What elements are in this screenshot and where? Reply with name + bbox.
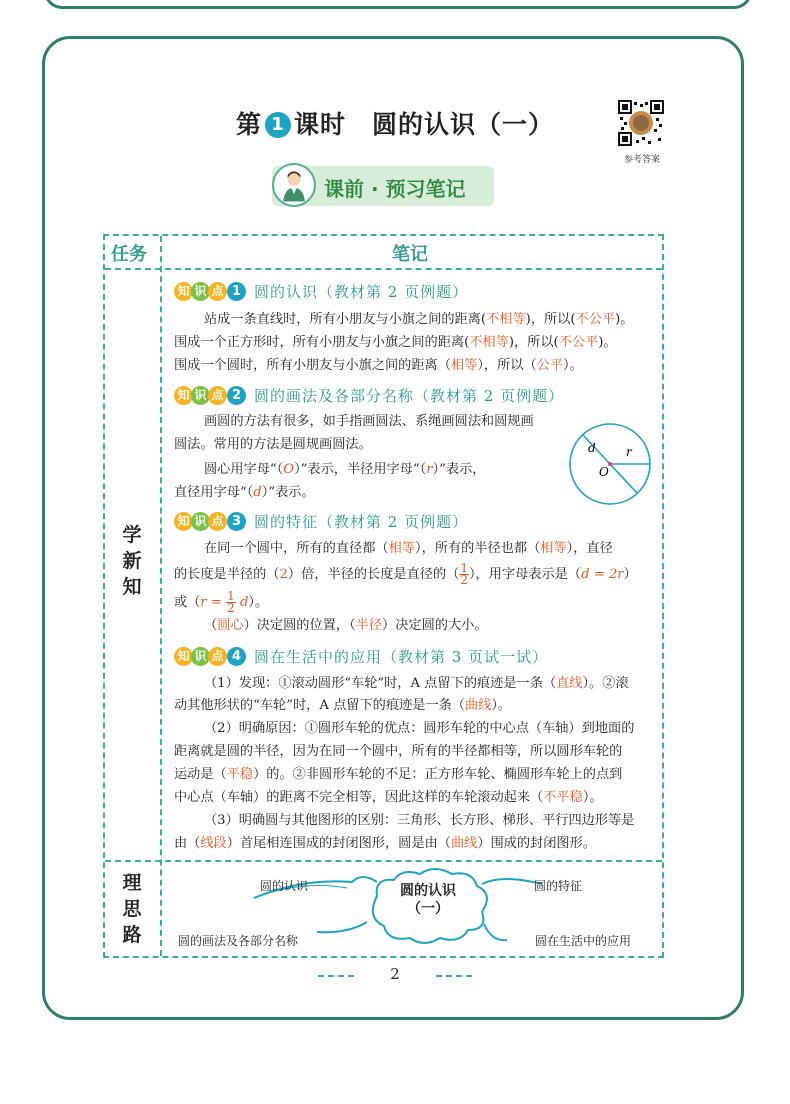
answer: 不公平 [575, 312, 616, 327]
row-label-char: 新 [122, 550, 142, 572]
kp4-line-5: 运动是（平稳）的。②非圆形车轮的不足：正方形车轮、椭圆形车轮上的点到 [174, 767, 623, 782]
kp4-line-8: 由（线段）首尾相连围成的封闭图形，圆是由（曲线）围成的封闭图形。 [174, 836, 596, 851]
answer: 平稳 [226, 767, 254, 782]
knowledge-point-2-heading [172, 384, 564, 406]
answer: 相等 [450, 358, 478, 373]
answer: 相等 [388, 541, 415, 556]
answer: r = [200, 595, 222, 610]
center-label: O [599, 465, 609, 479]
answer: r [426, 462, 433, 477]
center-line-1: 圆的认识 [400, 883, 456, 899]
row-label-think [120, 870, 144, 948]
kp2-line-3: 圆心用字母“（O）”表示，半径用字母“（r）”表示， [204, 462, 486, 477]
col-task-header: 任务 [111, 244, 147, 265]
banner-label: 课前 · 预习笔记 [324, 177, 466, 201]
tag-char: 识 [191, 386, 210, 405]
qr-label: 参考答案 [623, 155, 660, 165]
tag-char: 知 [174, 282, 193, 301]
kp4-line-3: （2）明确原因：①圆形车轮的优点：圆形车轮的中心点（车轴）到地面的 [204, 721, 635, 736]
answer: 半径 [355, 618, 383, 633]
knowledge-point-4-heading [172, 645, 548, 667]
tag-char: 识 [191, 512, 210, 531]
fraction-answer: $\frac{1}{2}$ [460, 561, 468, 587]
fraction-answer: $\frac{1}{2}$ [227, 589, 235, 615]
answer: O [283, 462, 295, 477]
kp2-line-2: 圆法。常用的方法是圆规画圆法。 [174, 437, 372, 452]
kp3-line-4: （圆心）决定圆的位置，（半径）决定圆的大小。 [204, 618, 488, 633]
kp4-line-1: （1）发现：①滚动圆形“车轮”时，A 点留下的痕迹是一条（直线）。②滚 [204, 676, 629, 691]
answer: 不相等 [469, 335, 509, 350]
knowledge-point-title: 圆的画法及各部分名称（教材第 2 页例题） [254, 386, 565, 405]
answer: 公平 [536, 358, 564, 373]
teacher-avatar-icon [272, 163, 316, 207]
tag-number: 3 [227, 512, 246, 531]
mind-map-node-top-right: 圆的特征 [534, 879, 583, 893]
knowledge-point-tag [172, 281, 248, 301]
tag-char: 知 [174, 512, 193, 531]
mind-map-node-top-left: 圆的认识 [260, 879, 309, 893]
tag-number: 1 [227, 282, 246, 301]
kp3-line-2: 的长度是半径的（2）倍，半径的长度是直径的（ $\frac{1}{2}$），用字母表示是（d = 2r） [174, 561, 637, 587]
kp2-line-4: 直径用字母“（d）”表示。 [174, 485, 315, 500]
kp3-line-1: 在同一个圆中，所有的直径都（相等），所有的半径也都（相等），直径 [204, 541, 613, 556]
answer: 不相等 [486, 312, 526, 327]
knowledge-point-tag [172, 646, 248, 666]
tag-char: 点 [208, 386, 227, 405]
tag-char: 点 [208, 647, 227, 666]
diameter-label: d [588, 441, 596, 455]
kp4-line-6: 中心点（车轴）的距离不完全相等，因此这样的车轮滚动起来（不平稳）。 [174, 790, 603, 805]
answer: 圆心 [217, 618, 244, 633]
knowledge-point-tag [172, 511, 248, 531]
kp1-line-1: 站成一条直线时，所有小朋友与小旗之间的距离(不相等)，所以(不公平)。 [204, 312, 634, 327]
answer: 不平稳 [543, 790, 583, 805]
answer: 不公平 [558, 335, 599, 350]
section-banner [272, 166, 494, 206]
title-prefix: 第 [235, 110, 262, 139]
kp4-line-7: （3）明确圆与其他图形的区别：三角形、长方形、梯形、平行四边形等是 [204, 813, 635, 828]
row-label-learn [120, 522, 144, 600]
tag-char: 识 [191, 647, 210, 666]
qr-code-icon[interactable] [618, 100, 664, 146]
tag-number: 4 [227, 647, 246, 666]
tag-char: 点 [208, 512, 227, 531]
radius-label: r [626, 445, 632, 459]
col-notes-header: 笔记 [392, 244, 428, 265]
table-column-divider [160, 236, 162, 956]
knowledge-point-title: 圆的认识（教材第 2 页例题） [254, 282, 469, 301]
tag-number: 2 [227, 386, 246, 405]
knowledge-point-tag [172, 385, 248, 405]
knowledge-point-title: 圆的特征（教材第 2 页例题） [254, 512, 469, 531]
mind-map-node-bottom-right: 圆在生活中的应用 [535, 934, 632, 948]
row-label-char: 理 [122, 872, 142, 894]
answer: 2 [279, 567, 288, 582]
table-header-divider [105, 268, 662, 270]
tag-char: 知 [174, 386, 193, 405]
answer: 曲线 [464, 698, 492, 713]
answer: d [253, 485, 262, 500]
knowledge-point-1-heading [172, 280, 468, 302]
mind-map-center [370, 882, 486, 918]
row-label-char: 知 [122, 576, 142, 598]
answer: d [239, 595, 249, 610]
row-label-char: 学 [122, 524, 142, 546]
row-label-char: 思 [122, 898, 142, 920]
kp1-line-2: 围成一个正方形时，所有小朋友与小旗之间的距离(不相等)，所以(不公平)。 [174, 335, 617, 350]
knowledge-point-title: 圆在生活中的应用（教材第 3 页试一试） [254, 647, 549, 666]
tag-char: 识 [191, 282, 210, 301]
kp4-line-2: 动其他形状的“车轮”时，A 点留下的痕迹是一条（曲线）。 [174, 698, 512, 713]
center-line-2: （一） [407, 901, 449, 917]
kp4-line-4: 距离就是圆的半径，因为在同一个圆中，所有的半径都相等，所以圆形车轮的 [174, 744, 623, 759]
answer: 直线 [556, 676, 583, 691]
page-number: 2 [390, 965, 400, 983]
tag-char: 点 [208, 282, 227, 301]
circle-diagram [566, 420, 654, 508]
lesson-number-badge: 1 [265, 112, 291, 138]
title-text: 课时 圆的认识（一） [294, 110, 555, 139]
lesson-title [0, 105, 790, 141]
answer: 相等 [540, 541, 567, 556]
tag-char: 知 [174, 647, 193, 666]
knowledge-point-3-heading [172, 510, 468, 532]
kp3-line-3: 或（r = $\frac{1}{2} d$）。 [174, 589, 269, 615]
row-label-char: 路 [122, 924, 142, 946]
kp1-line-3: 围成一个圆时，所有小朋友与小旗之间的距离（相等），所以（公平）。 [174, 358, 583, 373]
answer: 线段 [200, 836, 227, 851]
answer: 曲线 [450, 836, 478, 851]
previous-page-frame [44, 0, 752, 9]
mind-map-node-bottom-left: 圆的画法及各部分名称 [178, 934, 299, 948]
kp2-line-1: 画圆的方法有很多，如手指画圆法、系绳画圆法和圆规画 [204, 414, 534, 429]
answer: d = 2r [581, 567, 624, 582]
